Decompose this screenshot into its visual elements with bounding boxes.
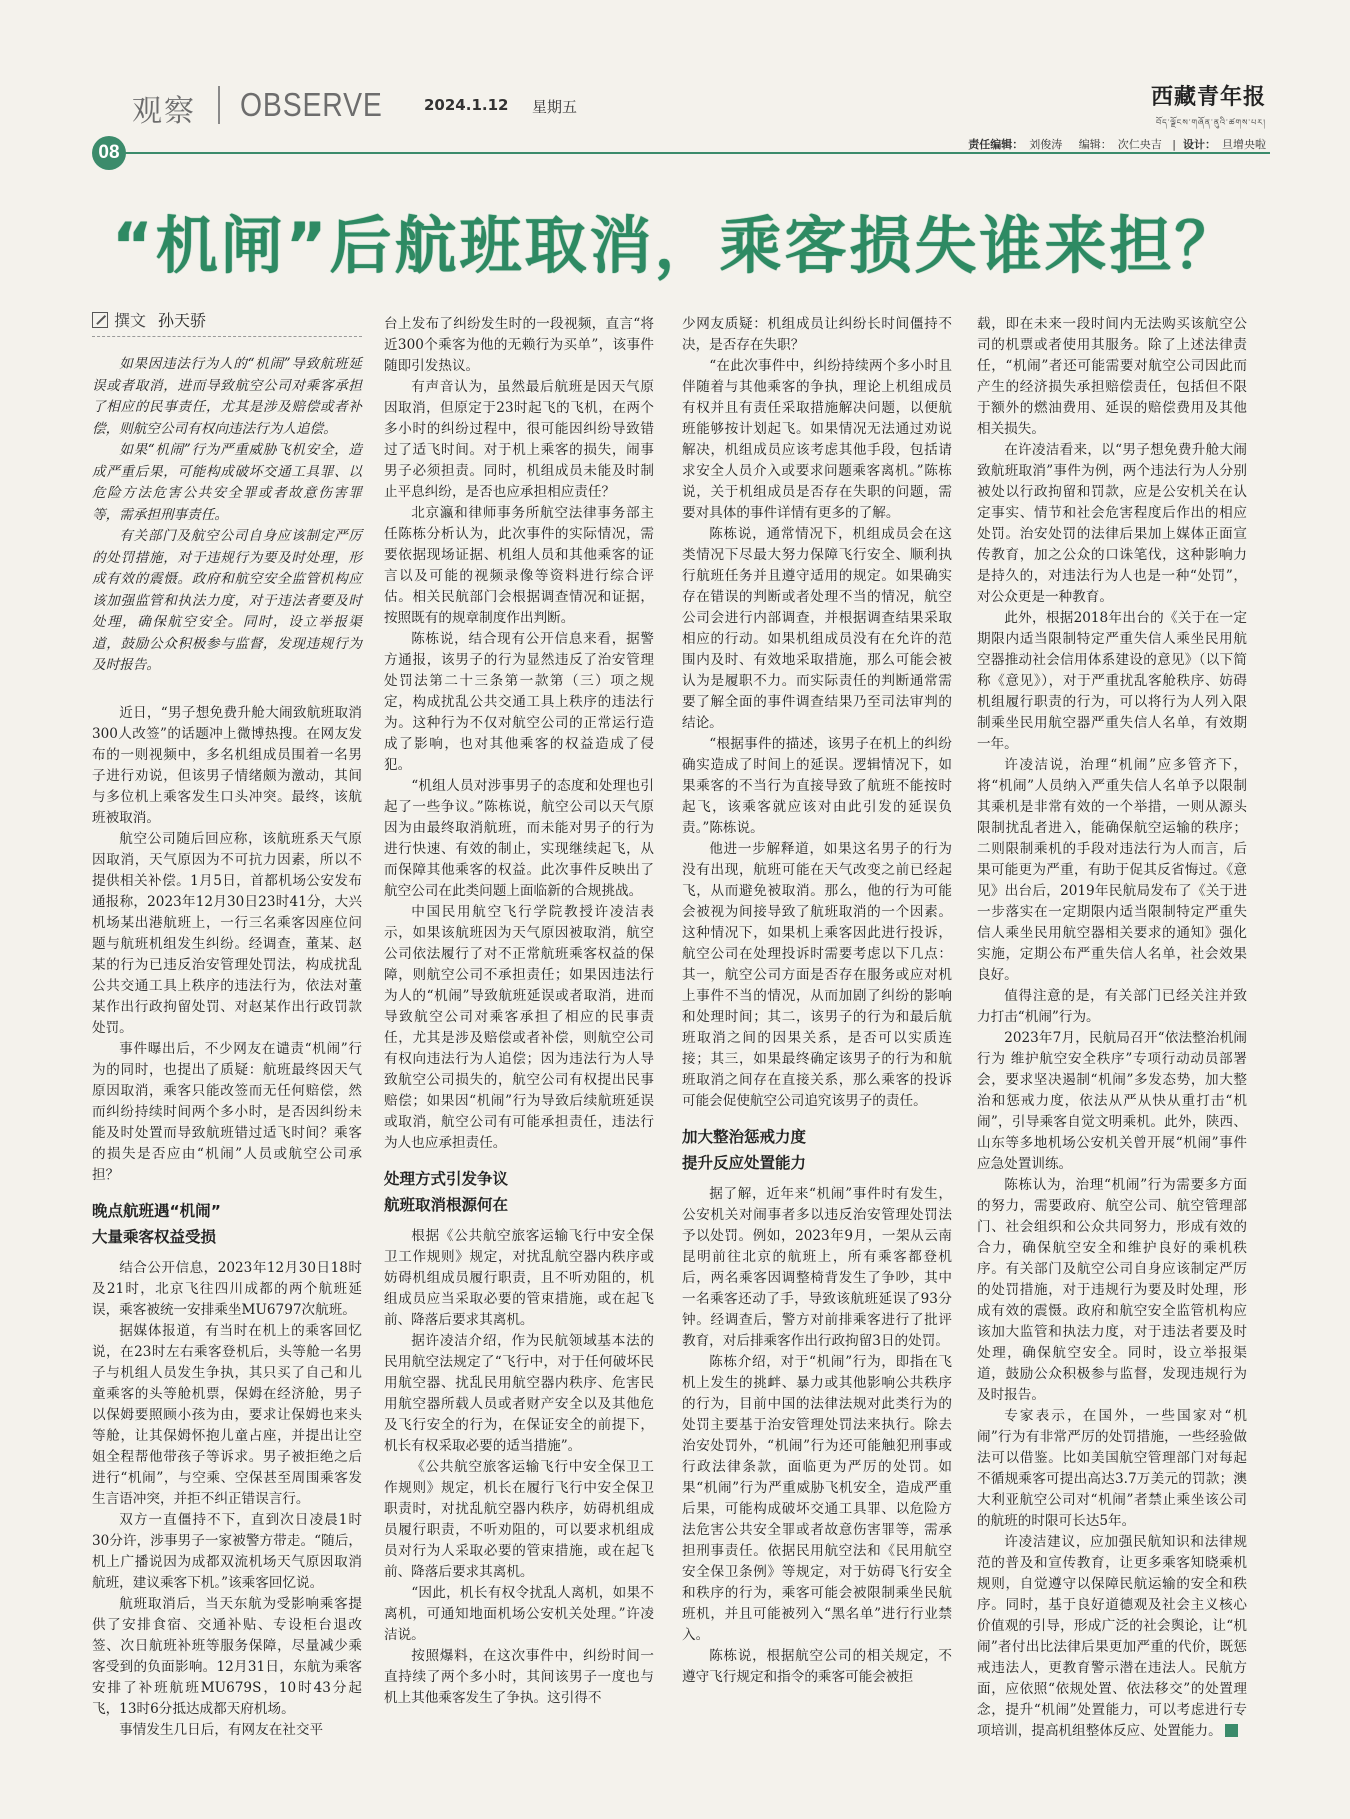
body-paragraph: 载，即在未来一段时间内无法购买该航空公司的机票或者使用其服务。除了上述法律责任，“机闹”者还可能需要对航空公司因此而产生的经济损失承担赔偿责任，包括但不限于额外的燃油费用、延误的赔偿费用及其他相关损失。 (977, 316, 1247, 437)
designer-name: 旦增央啦 (1222, 138, 1266, 151)
lead-paragraph: 有关部门及航空公司自身应该制定严厉的处罚措施，对于违规行为要及时处理，形成有效的震慑。政府和航空安全监管机构应该加强监管和执法力度，对于违法者要及时处理，确保航空安全。同时，设立举报渠道，鼓励公众积极参与监督，发现违规行为及时报告。 (92, 528, 362, 673)
body-paragraph: 陈栋说，通常情况下，机组成员会在这类情况下尽最大努力保障飞行安全、顺利执行航班任务并且遵守适用的规定。如果确实存在错误的判断或者处理不当的情况，航空公司会进行内部调查，并根据调查结果采取相应的行动。如果机组成员没有在允许的范围内及时、有效地采取措施，那么可能会被认为是履职不力。而实际责任的判断通常需要了解全面的事件调查结果乃至司法审判的结论。 (682, 526, 952, 731)
body-paragraph: “根据事件的描述，该男子在机上的纠纷确实造成了时间上的延误。逻辑情况下，如果乘客的不当行为直接导致了航班不能按时起飞，该乘客就应该对由此引发的延误负责。”陈栋说。 (682, 736, 952, 836)
body-paragraph: 他进一步解释道，如果这名男子的行为没有出现，航班可能在天气改变之前已经起飞，从而避免被取消。那么，他的行为可能会被视为间接导致了航班取消的一个因素。这种情况下，如果机上乘客因此进行投诉，航空公司在处理投诉时需要考虑以下几点：其一，航空公司方面是否存在服务或应对机上事件不当的情况，从而加剧了纠纷的影响和处理时间；其二，该男子的行为和最后航班取消之间的因果关系，是否可以实质连接；其三，如果最终确定该男子的行为和航班取消之间存在直接关系，那么乘客的投诉可能会促使航空公司追究该男子的责任。 (682, 841, 952, 1109)
end-mark-icon (1225, 1724, 1238, 1737)
body-paragraph: 陈栋认为，治理“机闹”行为需要多方面的努力，需要政府、航空公司、航空管理部门、社会组织和公众共同努力，形成有效的合力，确保航空安全和维护良好的乘机秩序。有关部门及航空公司自身应该制定严厉的处罚措施，对于违规行为要及时处理，形成有效的震慑。政府和航空安全监管机构应该加大监管和执法力度，对于违法者要及时处理，确保航空安全。同时，设立举报渠道，鼓励公众积极参与监督，发现违规行为及时报告。 (977, 1177, 1247, 1403)
editor-credits: 责任编辑： 刘俊涛 编辑： 次仁央吉 | 设计： 旦增央啦 (968, 138, 1266, 151)
subheading-2 (384, 1166, 654, 1218)
body-paragraph: 据许凌洁介绍，作为民航领域基本法的民用航空法规定了“飞行中，对于任何破坏民用航空器、扰乱民用航空器内秩序、危害民用航空器所载人员或者财产安全以及其他危及飞行安全的行为，在保证安全的前提下，机长有权采取必要的适当措施”。 (384, 1333, 654, 1454)
body-paragraph-final (977, 1532, 1247, 1742)
body-paragraph: 按照爆料，在这次事件中，纠纷时间一直持续了两个多小时，其间该男子一度也与机上其他乘客发生了争执。这引得不 (384, 1648, 654, 1706)
article-lead (92, 354, 362, 677)
subheading-1 (92, 1198, 362, 1250)
section-title-cn: 观察 (132, 94, 196, 129)
body-paragraph: 据媒体报道，有当时在机上的乘客回忆说，在23时左右乘客登机后，头等舱一名男子与机组人员发生争执，其只买了自己和儿童乘客的头等舱机票，保姆在经济舱，男子以保姆要照顾小孩为由，要求让保姆也来头等舱，让其保姆怀抱儿童占座，并提出让空姐全程帮他带孩子等诉求。男子被拒绝之后进行“机闹”，与空乘、空保甚至周围乘客发生言语冲突，并拒不纠正错误言行。 (92, 1322, 362, 1507)
article-column-2 (384, 314, 654, 1709)
section-title-en: OBSERVE (240, 86, 383, 123)
design-label: 设计： (1183, 138, 1216, 151)
body-paragraph: 在许凌洁看来，以“男子想免费升舱大闹致航班取消”事件为例，两个违法行为人分别被处以行政拘留和罚款，应是公安机关在认定事实、情节和社会危害程度后作出的相应处罚。治安处罚的法律后果加上媒体正面宣传教育，加之公众的口诛笔伐，这种影响力是持久的，对违法行为人也是一种“处罚”，对公众更是一种教育。 (977, 442, 1247, 605)
editor-label: 责任编辑： (968, 138, 1024, 151)
article-column-3 (682, 314, 952, 1688)
body-paragraph: 事情发生几日后，有网友在社交平 (119, 1721, 324, 1738)
lead-paragraph: 如果因违法行为人的“机闹”导致航班延误或者取消，进而导致航空公司对乘客承担了相应的民事责任，尤其是涉及赔偿或者补偿，则航空公司有权向违法行为人追偿。 (92, 356, 362, 437)
body-paragraph: 双方一直僵持不下，直到次日凌晨1时30分许，涉事男子一家被警方带走。“随后，机上广播说因为成都双流机场天气原因取消航班，建议乘客下机。”该乘客回忆说。 (92, 1511, 362, 1591)
author-name: 孙天骄 (158, 311, 207, 330)
body-paragraph: 据了解，近年来“机闹”事件时有发生，公安机关对闹事者多以违反治安管理处罚法予以处罚。例如，2023年9月，一架从云南昆明前往北京的航班上，所有乘客都登机后，两名乘客因调整椅背发生了争吵，其中一名乘客还动了手，导致该航班延误了93分钟。经调查后，警方对前排乘客进行了批评教育，对后排乘客作出行政拘留3日的处罚。 (682, 1186, 952, 1349)
subheading-line: 大量乘客权益受损 (92, 1227, 217, 1246)
subheading-line: 加大整治惩戒力度 (682, 1128, 807, 1146)
body-paragraph: 陈栋说，结合现有公开信息来看，据警方通报，该男子的行为显然违反了治安管理处罚法第二十三条第一款第（三）项之规定，构成扰乱公共交通工具上秩序的违法行为。这种行为不仅对航空公司的正常运行造成了影响，也对其他乘客的权益造成了侵犯。 (384, 631, 654, 773)
subheading-line: 提升反应处置能力 (682, 1154, 807, 1172)
issue-date: 2024.1.12 (424, 96, 509, 114)
body-paragraph: “因此，机长有权令扰乱人离机，如果不离机，可通知地面机场公安机关处理。”许凌洁说。 (384, 1585, 654, 1643)
body-paragraph: 此外，根据2018年出台的《关于在一定期限内适当限制特定严重失信人乘坐民用航空器推动社会信用体系建设的意见》（以下简称《意见》），对于严重扰乱客舱秩序、妨碍机组履行职责的行为，可以将行为人列入限制乘坐民用航空器严重失信人名单，有效期一年。 (977, 610, 1247, 752)
byline-divider (92, 336, 362, 337)
body-paragraph: “机组人员对涉事男子的态度和处理也引起了一些争议。”陈栋说，航空公司以天气原因为由最终取消航班，而未能对男子的行为进行快速、有效的制止，实现继续起飞，从而保障其他乘客的权益。此次事件反映出了航空公司在此类问题上面临新的合规挑战。 (384, 778, 654, 899)
masthead (1151, 80, 1266, 136)
body-paragraph: 有声音认为，虽然最后航班是因天气原因取消，但原定于23时起飞的飞机，在两个多小时的纠纷过程中，很可能因纠纷导致错过了适飞时间。对于机上乘客的损失，闹事男子必须担责。同时，机组成员未能及时制止平息纠纷，是否也应承担相应责任？ (384, 379, 654, 500)
article-headline: “机闸”后航班取消，乘客损失谁来担？ (112, 209, 1240, 282)
masthead-title: 西藏青年报 (1150, 84, 1266, 110)
subheading-line: 晚点航班遇“机闹” (92, 1201, 221, 1220)
byline-label: 撰文 (114, 311, 147, 330)
copy-editor-label: 编辑： (1078, 138, 1112, 151)
lead-paragraph: 如果“机闹”行为严重威胁飞机安全，造成严重后果，可能构成破坏交通工具罪、以危险方法危害公共安全罪或者故意伤害罪等，需承担刑事责任。 (92, 442, 362, 523)
page-number-badge: 08 (92, 136, 126, 170)
article-column-1 (92, 354, 362, 1741)
article-column-4 (977, 314, 1247, 1742)
final-paragraph-text: 许凌洁建议，应加强民航知识和法律规范的普及和宣传教育，让更多乘客知晓乘机规则，自觉遵守以保障民航运输的安全和秩序。同时，基于良好道德观及社会主义核心价值观的引导，形成广泛的社会舆论，让“机闹”者付出比法律后果更加严重的代价，既惩戒违法人，更教育警示潜在违法人。民航方面，应依照“依规处置、依法移交”的处置理念，提升“机闹”处置能力，可以考虑进行专项培训，提高机组整体反应、处置能力。 (977, 1534, 1247, 1739)
body-paragraph: 根据《公共航空旅客运输飞行中安全保卫工作规则》规定，对扰乱航空器内秩序或妨碍机组成员履行职责，且不听劝阻的，机组成员应当采取必要的管束措施，或在起飞前、降落后要求其离机。 (384, 1228, 654, 1328)
subheading-3 (682, 1124, 952, 1176)
body-paragraph: 陈栋说，根据航空公司的相关规定，不遵守飞行规定和指令的乘客可能会被拒 (682, 1648, 952, 1685)
issue-weekday: 星期五 (532, 98, 578, 116)
pen-icon (92, 312, 108, 328)
body-paragraph: 航班取消后，当天东航为受影响乘客提供了安排食宿、交通补贴、专设柜台退改签、次日航班补班等服务保障，尽量减少乘客受到的负面影响。12月31日，东航为乘客安排了补班航班MU679S，10时43分起飞，13时6分抵达成都天府机场。 (92, 1595, 362, 1717)
copy-editor-name: 次仁央吉 (1117, 138, 1162, 151)
body-paragraph: “在此次事件中，纠纷持续两个多小时且伴随着与其他乘客的争执，理论上机组成员有权并且有责任采取措施解决问题，以便航班能够按计划起飞。如果情况无法通过劝说解决，机组成员应该考虑其他手段，包括请求安全人员介入或要求问题乘客离机。”陈栋说，关于机组成员是否存在失职的问题，需要对具体的事件详情有更多的了解。 (682, 358, 952, 521)
body-paragraph: 中国民用航空飞行学院教授许凌洁表示，如果该航班因为天气原因被取消，航空公司依法履行了对不正常航班乘客权益的保障，则航空公司不承担责任；如果因违法行为人的“机闹”导致航班延误或者取消，进而导致航空公司对乘客承担了相应的民事责任，尤其是涉及赔偿或者补偿，则航空公司有权向违法行为人追偿；因为违法行为人导致航空公司损失的，航空公司有权提出民事赔偿；如果因“机闹”行为导致后续航班延误或取消，航空公司有可能承担责任，违法行为人也应承担责任。 (384, 904, 654, 1151)
subheading-line: 航班取消根源何在 (384, 1196, 509, 1214)
body-paragraph: 北京瀛和律师事务所航空法律事务部主任陈栋分析认为，此次事件的实际情况，需要依据现场证据、机组人员和其他乘客的证言以及可能的视频录像等资料进行综合评估。相关民航部门会根据调查情况和证据，按照既有的规章制度作出判断。 (384, 505, 654, 626)
editor-name: 刘俊涛 (1029, 138, 1063, 151)
body-paragraph: 《公共航空旅客运输飞行中安全保卫工作规则》规定，机长在履行飞行中安全保卫职责时，对扰乱航空器内秩序，妨碍机组成员履行职责，不听劝阻的，可以要求机组成员对行为人采取必要的管束措施，或在起飞前、降落后要求其离机。 (384, 1459, 654, 1580)
header-divider (218, 86, 220, 124)
body-paragraph: 近日，“男子想免费升舱大闹致航班取消300人改签”的话题冲上微博热搜。在网友发布的一则视频中，多名机组成员围着一名男子进行劝说，但该男子情绪颇为激动，其间与多位机上乘客发生口头冲突。最终，该航班被取消。 (92, 704, 362, 826)
body-paragraph: 专家表示，在国外，一些国家对“机闹”行为有非常严厉的处罚措施，一些经验做法可以借鉴。比如美国航空管理部门对每起不循规乘客可提出高达3.7万美元的罚款；澳大利亚航空公司对“机闹”者禁止乘坐该公司的航班的时限可长达5年。 (977, 1408, 1247, 1529)
body-paragraph: 结合公开信息，2023年12月30日18时及21时，北京飞往四川成都的两个航班延误，乘客被统一安排乘坐MU6797次航班。 (92, 1259, 362, 1318)
header-rule (124, 152, 1270, 154)
body-paragraph: 陈栋介绍，对于“机闹”行为，即指在飞机上发生的挑衅、暴力或其他影响公共秩序的行为，目前中国的法律法规对此类行为的处罚主要基于治安管理处罚法来执行。除去治安处罚外，“机闹”行为还可能触犯刑事或行政法律条款，面临更为严厉的处罚。如果“机闹”行为严重威胁飞机安全，造成严重后果，可能构成破坏交通工具罪、以危险方法危害公共安全罪或者故意伤害罪等，需承担刑事责任。依据民用航空法和《民用航空安全保卫条例》等规定，对于妨碍飞行安全和秩序的行为，乘客可能会被限制乘坐民航班机，并且可能被列入“黑名单”进行行业禁入。 (682, 1354, 952, 1643)
masthead-tibetan: བོད་ལྗོངས་གཞོན་ནུའི་ཚགས་པར། (1156, 118, 1266, 127)
body-paragraph: 台上发布了纠纷发生时的一段视频，直言“将近300个乘客为他的无赖行为买单”，该事件随即引发热议。 (384, 316, 654, 374)
body-paragraph: 少网友质疑：机组成员让纠纷长时间僵持不决，是否存在失职？ (682, 316, 952, 353)
body-paragraph: 事件曝出后，不少网友在谴责“机闹”行为的同时，也提出了质疑：航班最终因天气原因取消，乘客只能改签而无任何赔偿，然而纠纷持续时间两个多小时，是否因纠纷未能及时处置而导致航班错过适飞时间？乘客的损失是否应由“机闹”人员或航空公司承担？ (92, 1040, 362, 1183)
byline (92, 308, 206, 331)
body-paragraph: 航空公司随后回应称，该航班系天气原因取消，天气原因为不可抗力因素，所以不提供相关补偿。1月5日，首都机场公安发布通报称，2023年12月30日23时41分，大兴机场某出港航班上，一行三名乘客因座位问题与航班机组发生纠纷。经调查，董某、赵某的行为已违反治安管理处罚法，构成扰乱公共交通工具上秩序的违法行为，依法对董某作出行政拘留处罚、对赵某作出行政罚款处罚。 (92, 830, 362, 1036)
body-paragraph: 值得注意的是，有关部门已经关注并致力打击“机闹”行为。 (977, 988, 1247, 1025)
body-paragraph: 2023年7月，民航局召开“依法整治机闹行为 维护航空安全秩序”专项行动动员部署会，要求坚决遏制“机闹”多发态势，加大整治和惩戒力度，依法从严从快从重打击“机闹”，引导乘客自觉文明乘机。此外，陕西、山东等多地机场公安机关曾开展“机闹”事件应急处置训练。 (977, 1030, 1247, 1172)
body-paragraph: 许凌洁说，治理“机闹”应多管齐下，将“机闹”人员纳入严重失信人名单予以限制其乘机是非常有效的一个举措，一则从源头限制扰乱者进入，能确保航空运输的秩序；二则限制乘机的手段对违法行为人而言，后果可能更为严重，有助于促其反省悔过。《意见》出台后，2019年民航局发布了《关于进一步落实在一定期限内适当限制特定严重失信人乘坐民用航空器相关要求的通知》强化实施，定期公布严重失信人名单，社会效果良好。 (977, 757, 1247, 983)
subheading-line: 处理方式引发争议 (384, 1170, 509, 1188)
